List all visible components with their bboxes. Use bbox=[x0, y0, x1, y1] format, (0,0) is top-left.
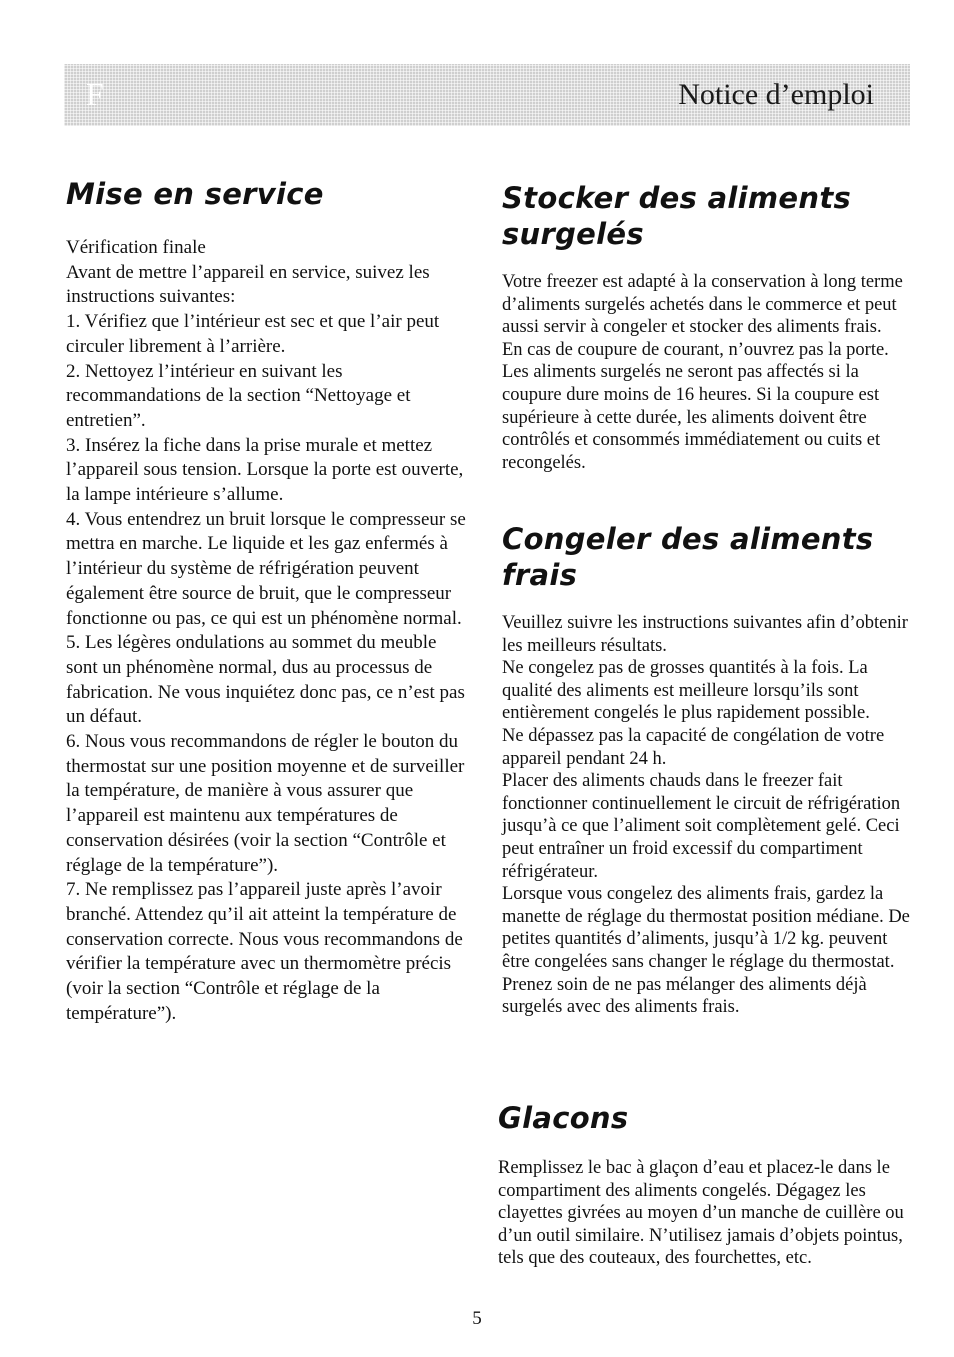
stocker-text bbox=[502, 271, 912, 474]
paragraph: Remplissez le bac à glaçon d’eau et placez-le dans le compartiment des aliments congelés. Dégagez les clayettes givrées au moyen d’un manche de cuillère ou d’un outil similaire. N’utilisez jamais d’objets pointus, tels que des couteaux, des fourchettes, etc. bbox=[498, 1158, 904, 1269]
paragraph: Ne dépassez pas la capacité de congélation de votre appareil pendant 24 h. bbox=[502, 725, 885, 769]
section-title-congeler bbox=[502, 521, 873, 593]
paragraph: 1. Vérifiez que l’intérieur est sec et que l’air peut circuler librement à l’arrière. bbox=[66, 311, 440, 357]
paragraph: Ne congelez pas de grosses quantités à la fois. La qualité des aliments est meilleure lorsqu’ils sont entièrement congelés le plus rapidement possible. bbox=[502, 658, 870, 724]
paragraph: Votre freezer est adapté à la conservation à long terme d’aliments surgelés achetés dans le commerce et peut aussi servir à congeler et stocker des aliments frais. bbox=[502, 272, 903, 338]
paragraph: Veuillez suivre les instructions suivantes afin d’obtenir les meilleurs résultats. bbox=[502, 613, 908, 656]
paragraph: 2. Nettoyez l’intérieur en suivant les recommandations de la section “Nettoyage et entretien”. bbox=[66, 360, 411, 431]
paragraph: Avant de mettre l’appareil en service, suivez les instructions suivantes: bbox=[66, 261, 430, 308]
mise-en-service-text bbox=[66, 236, 472, 1027]
page-number: 5 bbox=[472, 1308, 482, 1329]
title-line: Congeler des aliments bbox=[502, 522, 874, 556]
title-line: frais bbox=[502, 558, 578, 592]
paragraph: 4. Vous entendrez un bruit lorsque le compresseur se mettra en marche. Le liquide et les gaz enfermés à l’intérieur du système de réfrigération peuvent également être source de bruit, que le compresseur fonctionne ou pas, ce qui est un phénomène normal. bbox=[66, 508, 466, 629]
paragraph: Prenez soin de ne pas mélanger des aliments déjà surgelés avec des aliments frais. bbox=[502, 974, 867, 1018]
paragraph: Lorsque vous congelez des aliments frais, gardez la manette de réglage du thermostat position médiane. De petites quantités d’aliments, jusqu’à 1/2 kg. peuvent être congelées sans changer le réglage du thermostat. bbox=[502, 884, 910, 972]
paragraph: 3. Insérez la fiche dans la prise murale et mettez l’appareil sous tension. Lorsque la porte est ouverte, la lampe intérieure s’allume. bbox=[66, 434, 464, 506]
paragraph: En cas de coupure de courant, n’ouvrez pas la porte. Les aliments surgelés ne seront pas affectés si la coupure dure moins de 16 heures. Si la coupure est supérieure à cette durée, les aliments doivent être contrôlés et consommés immédiatement ou cuits et recongelés. bbox=[502, 339, 889, 473]
paragraph: Placer des aliments chauds dans le freezer fait fonctionner continuellement le circuit de réfrigération jusqu’à ce que l’aliment soit complètement gelé. Ceci peut entraîner un froid excessif du compartiment réfrigérateur. bbox=[502, 771, 901, 882]
section-title-mise-en-service: Mise en service bbox=[66, 177, 324, 211]
glacons-text bbox=[498, 1157, 910, 1270]
title-line: Stocker des aliments bbox=[502, 181, 852, 215]
section-title-stocker bbox=[502, 180, 851, 252]
language-letter: F bbox=[86, 76, 104, 112]
title-line: surgelés bbox=[502, 217, 644, 251]
congeler-text bbox=[502, 612, 912, 1019]
paragraph: Vérification finale bbox=[66, 237, 206, 258]
header-band bbox=[64, 64, 910, 126]
paragraph: 6. Nous vous recommandons de régler le bouton du thermostat sur une position moyenne et de surveiller la température, de manière à vous assurer que l’appareil est maintenu aux températures de conservation désirées (voir la section “Contrôle et réglage de la température”). bbox=[66, 731, 465, 876]
header-title: Notice d’emploi bbox=[678, 78, 874, 111]
section-title-glacons: Glacons bbox=[498, 1101, 629, 1135]
paragraph: 7. Ne remplissez pas l’appareil juste après l’avoir branché. Attendez qu’il ait atteint la température de conservation correcte. Nous vous recommandons de vérifier la température avec un thermomètre précis (voir la section “Contrôle et réglage de la température”). bbox=[66, 879, 463, 1024]
paragraph: 5. Les légères ondulations au sommet du meuble sont un phénomène normal, dus au processus de fabrication. Ne vous inquiétez donc pas, ce n’est pas un défaut. bbox=[66, 632, 465, 728]
